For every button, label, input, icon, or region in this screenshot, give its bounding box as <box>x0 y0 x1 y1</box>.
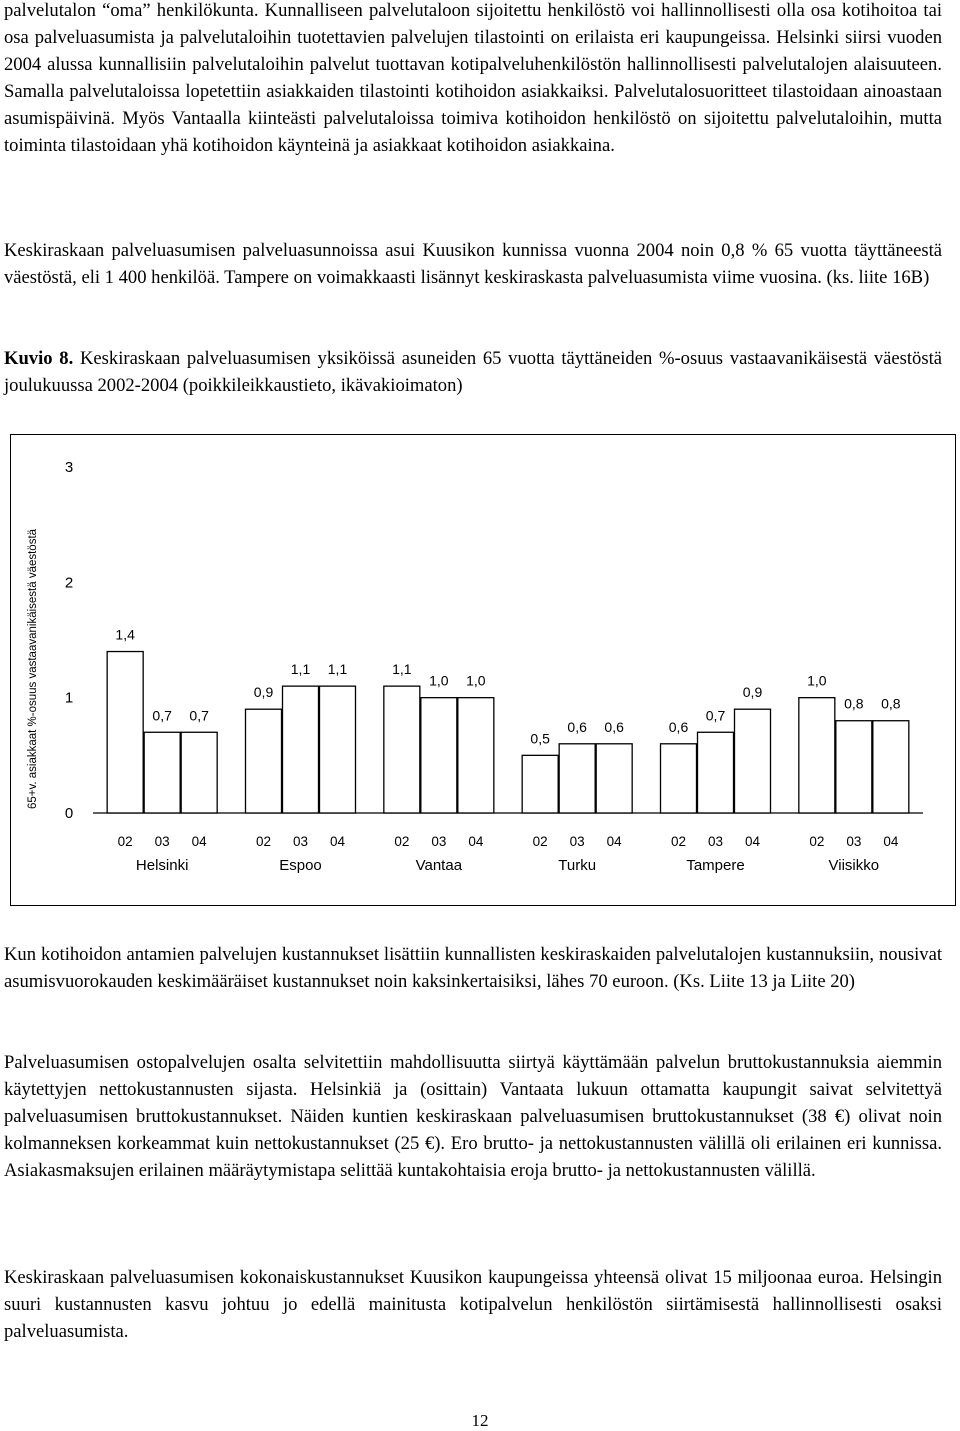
bar-value-label: 0,7 <box>705 707 726 724</box>
x-tick-label-year: 04 <box>329 834 346 849</box>
paragraph-kuusikko-asukkaat: Keskiraskaan palveluasumisen palveluasunnoissa asui Kuusikon kunnissa vuonna 2004 noin 0,8 % 65 vuotta täyttäneestä väestöstä, eli 1 400 henkilöä. Tampere on voimakkaasti lisännyt keskiraskasta palveluasumista viime vuosina. (ks. liite 16B) <box>4 240 942 288</box>
x-tick-label-year: 02 <box>394 834 410 849</box>
figure-caption <box>4 345 942 399</box>
x-group-label: Viisikko <box>828 857 880 874</box>
chart-canvas <box>11 435 957 907</box>
bar-value-label: 0,8 <box>881 695 901 712</box>
x-tick-label-year: 04 <box>191 834 207 849</box>
bar-value-label: 0,8 <box>844 695 864 712</box>
bar-value-label: 1,1 <box>327 661 348 678</box>
x-tick-label-year: 03 <box>707 834 724 849</box>
x-group-label: Turku <box>558 857 597 874</box>
paragraph-palvelutalot: palvelutalon “oma” henkilökunta. Kunnalliseen palvelutaloon sijoitettu henkilöstö voi hallinnollisesti olla osa kotihoitoa tai osa palveluasumista ja palvelutaloihin tuotettavien palvelujen tilastointi on erilaista eri kaupungeissa. Helsinki siirsi vuoden 2004 alussa kunnallisiin palvelutaloihin palvelut tuottavan kotipalveluhenkilöstön hallinnollisesti palvelutalojen alaisuuteen. Samalla palvelutaloissa lopetettiin asiakkaiden tilastointi kotihoidon asiakkaiksi. Palvelutalosuoritteet tilastoidaan ainoastaan asumispäivinä. Myös Vantaalla kiinteästi palvelutaloissa toimiva kotihoidon henkilöstö on sijoitettu palvelutaloihin, mutta toiminta tilastoidaan yhä kotihoidon käynteinä ja asiakkaat kotihoidon asiakkaina. <box>4 0 942 156</box>
x-tick-label-year: 03 <box>431 834 447 849</box>
bar-value-label: 1,1 <box>392 661 412 678</box>
x-tick-label-year: 02 <box>809 834 825 849</box>
bar <box>522 755 558 813</box>
figure-label: Kuvio 8. <box>4 348 74 369</box>
x-group-label: Helsinki <box>135 857 189 874</box>
bar <box>421 698 457 813</box>
x-group-label: Tampere <box>686 857 745 874</box>
x-group-label: Vantaa <box>415 857 463 874</box>
x-tick-label-year: 03 <box>154 834 170 849</box>
x-group-label: Espoo <box>279 857 322 874</box>
bar-value-label: 0,9 <box>742 684 763 701</box>
x-tick-label-year: 02 <box>532 834 548 849</box>
bar <box>107 652 143 813</box>
x-tick-label-year: 02 <box>117 834 133 849</box>
bar-value-label: 0,6 <box>668 718 689 735</box>
y-tick-label: 2 <box>64 574 74 592</box>
bar-value-label: 1,1 <box>290 661 311 678</box>
bar-value-label: 1,0 <box>807 672 827 689</box>
x-tick-label-year: 04 <box>744 834 761 849</box>
figure-caption-text: Keskiraskaan palveluasumisen yksiköissä asuneiden 65 vuotta täyttäneiden %-osuus vastaavanikäisestä väestöstä joulukuussa 2002-2004 (poikkileikkaustieto, ikävakioimaton) <box>4 348 942 396</box>
bar <box>735 709 771 813</box>
y-tick-label: 3 <box>64 459 74 476</box>
x-tick-label-year: 04 <box>468 834 484 849</box>
paragraph-ostopalvelut: Palveluasumisen ostopalvelujen osalta selvitettiin mahdollisuutta siirtyä käyttämään palvelun bruttokustannuksia aiemmin käytettyjen nettokustannusten sijasta. Helsinkiä ja (osittain) Vantaata lukuun ottamatta kaupungit saivat selvitettyä palveluasumisen bruttokustannukset. Näiden kuntien keskiraskaan palveluasumisen bruttokustannukset (38 €) olivat noin kolmanneksen korkeammat kuin nettokustannukset (25 €). Ero brutto- ja nettokustannusten välillä oli erilainen eri kunnissa. Asiakasmaksujen erilainen määräytymistapa selittää kuntakohtaisia eroja brutto- ja nettokustannusten välillä. <box>4 1052 942 1181</box>
x-tick-label-year: 02 <box>255 834 272 849</box>
bar-chart <box>10 434 956 906</box>
bar-value-label: 0,6 <box>567 718 587 735</box>
x-tick-label-year: 04 <box>606 834 622 849</box>
y-axis-title: 65+v. asiakkaat %-osuus vastaavanikäisestä väestöstä <box>27 528 39 810</box>
x-tick-label-year: 03 <box>846 834 862 849</box>
bar-value-label: 1,0 <box>466 672 486 689</box>
bar <box>799 698 835 813</box>
bar <box>836 721 872 813</box>
y-tick-label: 0 <box>64 805 74 822</box>
bar <box>144 732 180 813</box>
paragraph-kustannukset: Kun kotihoidon antamien palvelujen kustannukset lisättiin kunnallisten keskiraskaiden palvelutalojen kustannuksiin, nousivat asumisvuorokauden keskimääräiset kustannukset noin kaksinkertaisiksi, lähes 70 euroon. (Ks. Liite 13 ja Liite 20) <box>4 944 942 992</box>
x-tick-label-year: 03 <box>292 834 309 849</box>
bar-value-label: 0,7 <box>152 707 172 724</box>
bar <box>181 732 217 813</box>
bar-value-label: 0,6 <box>604 718 624 735</box>
bar <box>596 744 632 813</box>
bar <box>873 721 909 813</box>
y-tick-label: 1 <box>64 689 74 707</box>
bar-value-label: 1,4 <box>115 626 135 643</box>
bar <box>458 698 494 813</box>
x-tick-label-year: 02 <box>670 834 687 849</box>
bar <box>283 686 319 813</box>
bar <box>246 709 282 813</box>
bar <box>384 686 420 813</box>
bar-value-label: 0,9 <box>253 684 274 701</box>
bar-value-label: 0,7 <box>189 707 209 724</box>
bar-value-label: 1,0 <box>429 672 449 689</box>
bar <box>559 744 595 813</box>
bar <box>698 732 734 813</box>
x-tick-label-year: 04 <box>883 834 899 849</box>
x-tick-label-year: 03 <box>569 834 585 849</box>
page-number: 12 <box>471 1411 489 1430</box>
bar <box>661 744 697 813</box>
paragraph-kokonaiskustannukset: Keskiraskaan palveluasumisen kokonaiskustannukset Kuusikon kaupungeissa yhteensä olivat 15 miljoonaa euroa. Helsingin suuri kustannusten kasvu johtuu jo edellä mainitusta kotipalvelun henkilöstön siirtämisestä hallinnollisesti osaksi palveluasumista. <box>4 1267 942 1342</box>
bar-value-label: 0,5 <box>530 730 550 747</box>
bar <box>320 686 356 813</box>
